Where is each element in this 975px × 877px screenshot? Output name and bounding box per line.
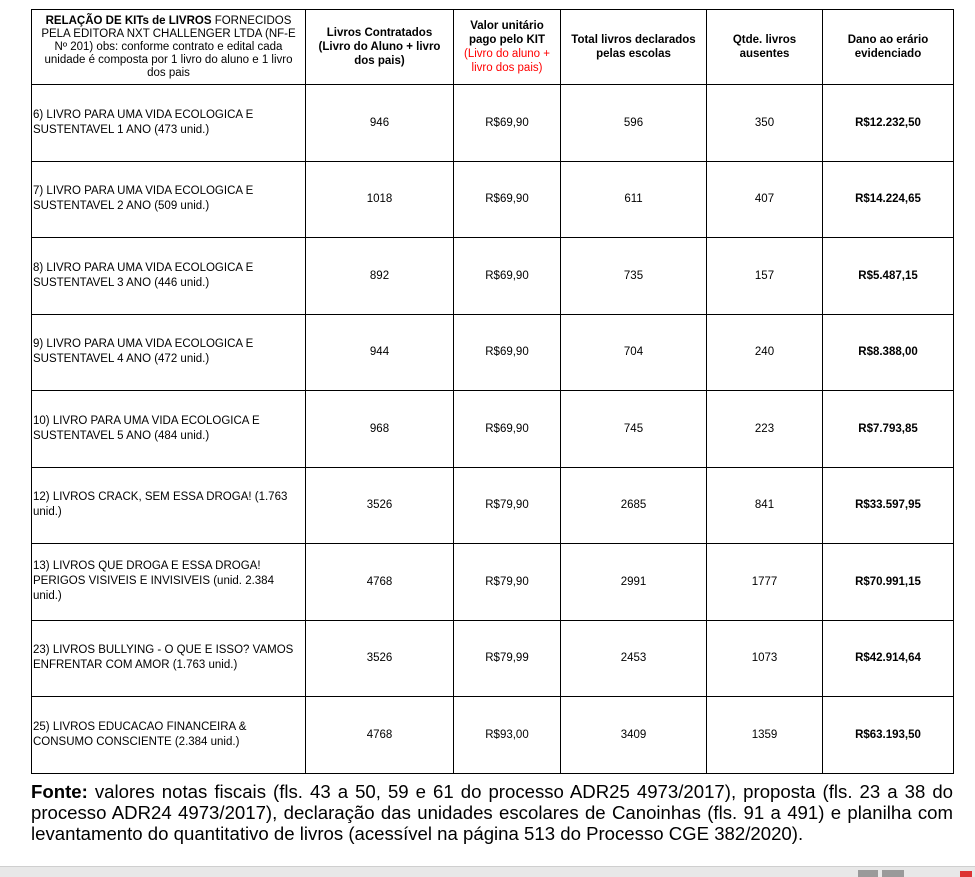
source-text: valores notas fiscais (fls. 43 a 50, 59 e 61 do processo ADR25 4973/2017), proposta (fls. 23 a 38 do processo ADR24 4973/2017), declaração das unidades escolares de Canoinhas (fls. 91 a 491) e planilha com levantamento do quantitativo de livros (acessível na página 513 do Processo CGE 382/2020). [31, 781, 953, 844]
table-row [32, 391, 954, 468]
total-declarados-cell: 596 [561, 85, 707, 162]
dano-erario-cell: R$12.232,50 [823, 85, 954, 162]
kit-description-cell: 7) LIVRO PARA UMA VIDA ECOLOGICA E SUSTENTAVEL 2 ANO (509 unid.) [32, 161, 306, 238]
qtde-ausentes-cell: 223 [707, 391, 823, 468]
header-valor-note: (Livro do aluno + livro dos pais) [464, 48, 550, 74]
valor-unitario-cell: R$69,90 [454, 161, 561, 238]
livros-contratados-cell: 946 [306, 85, 454, 162]
valor-unitario-cell: R$79,90 [454, 544, 561, 621]
valor-unitario-cell: R$93,00 [454, 697, 561, 774]
table-body [32, 85, 954, 774]
source-note [31, 781, 953, 844]
header-dano-erario: Dano ao erário evidenciado [823, 10, 954, 85]
toolbar-red-button[interactable] [960, 871, 972, 877]
total-declarados-cell: 735 [561, 238, 707, 315]
header-total-declarados: Total livros declarados pelas escolas [561, 10, 707, 85]
dano-erario-cell: R$7.793,85 [823, 391, 954, 468]
livros-contratados-cell: 968 [306, 391, 454, 468]
kit-description-cell: 23) LIVROS BULLYING - O QUE E ISSO? VAMOS ENFRENTAR COM AMOR (1.763 unid.) [32, 620, 306, 697]
livros-contratados-cell: 1018 [306, 161, 454, 238]
header-valor-main: Valor unitário pago pelo KIT [468, 20, 546, 46]
qtde-ausentes-cell: 240 [707, 314, 823, 391]
kit-description-cell: 25) LIVROS EDUCACAO FINANCEIRA & CONSUMO CONSCIENTE (2.384 unid.) [32, 697, 306, 774]
valor-unitario-cell: R$69,90 [454, 85, 561, 162]
kit-description-cell: 8) LIVRO PARA UMA VIDA ECOLOGICA E SUSTENTAVEL 3 ANO (446 unid.) [32, 238, 306, 315]
header-kit-description [32, 10, 306, 85]
kit-description-cell: 10) LIVRO PARA UMA VIDA ECOLOGICA E SUSTENTAVEL 5 ANO (484 unid.) [32, 391, 306, 468]
table-row [32, 620, 954, 697]
header-livros-contratados: Livros Contratados (Livro do Aluno + livro dos pais) [306, 10, 454, 85]
viewer-bottom-bar [0, 866, 975, 877]
dano-erario-cell: R$42.914,64 [823, 620, 954, 697]
valor-unitario-cell: R$79,90 [454, 467, 561, 544]
valor-unitario-cell: R$69,90 [454, 238, 561, 315]
header-kit-title: RELAÇÃO DE KITs de LIVROS [45, 14, 212, 27]
qtde-ausentes-cell: 841 [707, 467, 823, 544]
kit-description-cell: 6) LIVRO PARA UMA VIDA ECOLOGICA E SUSTENTAVEL 1 ANO (473 unid.) [32, 85, 306, 162]
header-valor-unitario [454, 10, 561, 85]
qtde-ausentes-cell: 1359 [707, 697, 823, 774]
dano-erario-cell: R$63.193,50 [823, 697, 954, 774]
table-header-row [32, 10, 954, 85]
table-row [32, 85, 954, 162]
data-table [31, 9, 954, 774]
qtde-ausentes-cell: 1073 [707, 620, 823, 697]
header-kit-note: FORNECIDOS PELA EDITORA NXT CHALLENGER LTDA (NF-E Nº 201) obs: conforme contrato e edital cada unidade é composta por 1 livro do aluno e 1 livro dos pais [41, 14, 296, 79]
total-declarados-cell: 2685 [561, 467, 707, 544]
qtde-ausentes-cell: 157 [707, 238, 823, 315]
total-declarados-cell: 704 [561, 314, 707, 391]
valor-unitario-cell: R$69,90 [454, 314, 561, 391]
livros-contratados-cell: 4768 [306, 697, 454, 774]
livros-contratados-cell: 944 [306, 314, 454, 391]
dano-erario-cell: R$5.487,15 [823, 238, 954, 315]
kit-description-cell: 12) LIVROS CRACK, SEM ESSA DROGA! (1.763 unid.) [32, 467, 306, 544]
qtde-ausentes-cell: 350 [707, 85, 823, 162]
livros-contratados-cell: 4768 [306, 544, 454, 621]
total-declarados-cell: 2453 [561, 620, 707, 697]
valor-unitario-cell: R$79,99 [454, 620, 561, 697]
kit-description-cell: 9) LIVRO PARA UMA VIDA ECOLOGICA E SUSTENTAVEL 4 ANO (472 unid.) [32, 314, 306, 391]
source-label: Fonte: [31, 781, 88, 802]
livros-contratados-cell: 892 [306, 238, 454, 315]
header-qtde-ausentes: Qtde. livros ausentes [707, 10, 823, 85]
total-declarados-cell: 2991 [561, 544, 707, 621]
total-declarados-cell: 3409 [561, 697, 707, 774]
table-row [32, 467, 954, 544]
livros-contratados-cell: 3526 [306, 620, 454, 697]
livros-contratados-cell: 3526 [306, 467, 454, 544]
table-row [32, 314, 954, 391]
total-declarados-cell: 611 [561, 161, 707, 238]
total-declarados-cell: 745 [561, 391, 707, 468]
dano-erario-cell: R$70.991,15 [823, 544, 954, 621]
table-row [32, 238, 954, 315]
table-row [32, 544, 954, 621]
dano-erario-cell: R$33.597,95 [823, 467, 954, 544]
table-row [32, 161, 954, 238]
kit-description-cell: 13) LIVROS QUE DROGA E ESSA DROGA! PERIGOS VISIVEIS E INVISIVEIS (unid. 2.384 unid.) [32, 544, 306, 621]
valor-unitario-cell: R$69,90 [454, 391, 561, 468]
table-row [32, 697, 954, 774]
dano-erario-cell: R$14.224,65 [823, 161, 954, 238]
dano-erario-cell: R$8.388,00 [823, 314, 954, 391]
qtde-ausentes-cell: 1777 [707, 544, 823, 621]
qtde-ausentes-cell: 407 [707, 161, 823, 238]
